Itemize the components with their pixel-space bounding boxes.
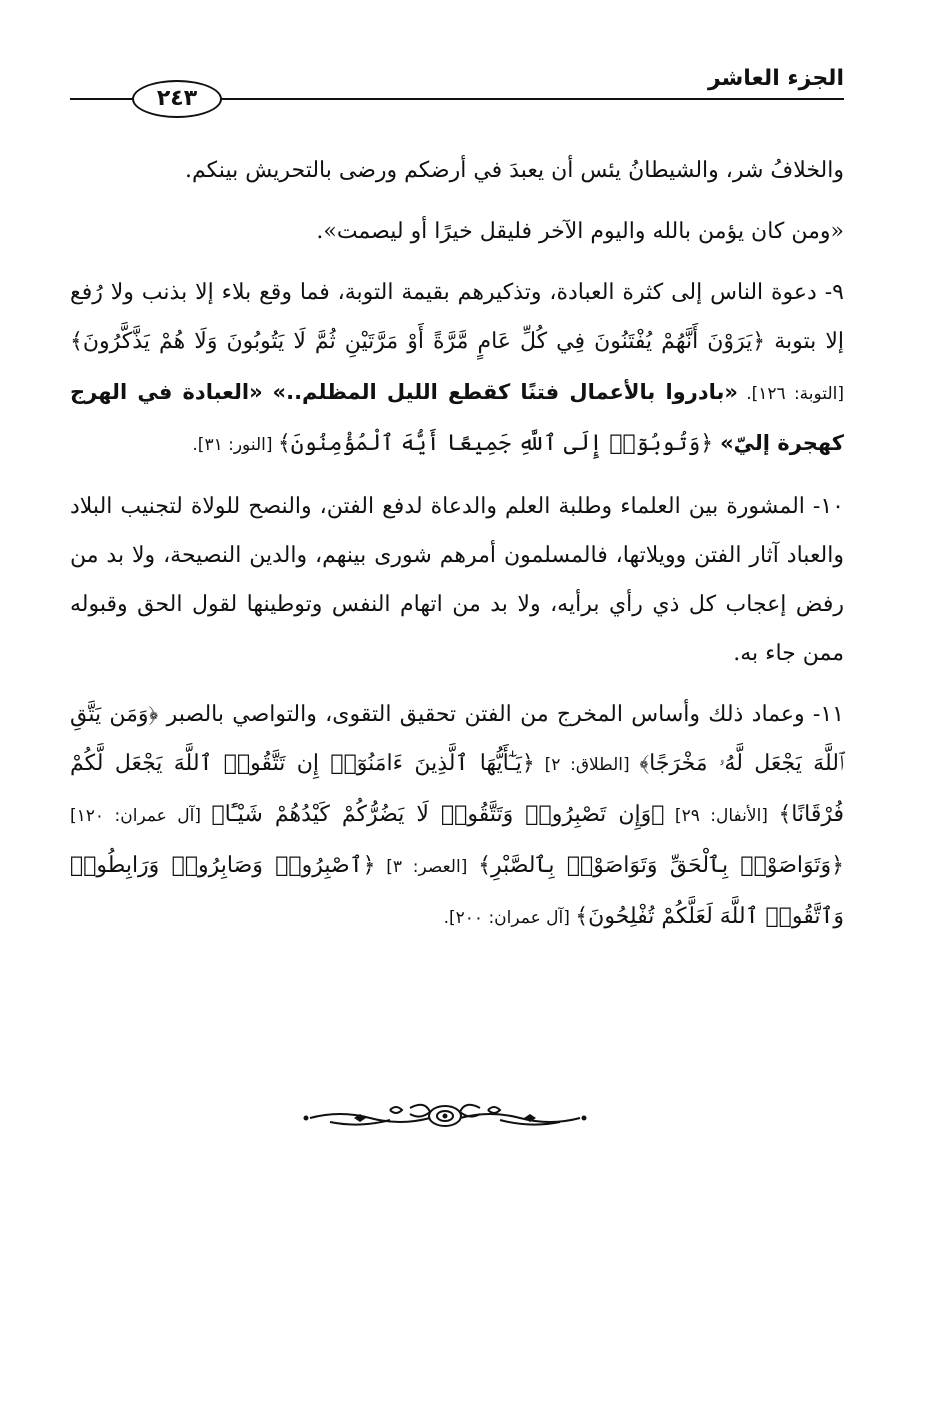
quran-verse: ﴿وَتَوَاصَوْا۟ بِٱلْحَقِّ وَتَوَاصَوْا۟ بِٱلصَّبْرِ﴾ (478, 853, 844, 878)
body-text-span: «ومن كان يؤمن بالله واليوم الآخر فليقل خيرًا أو ليصمت». (316, 219, 844, 244)
paragraph (70, 268, 844, 470)
hadith-quote: «العبادة في الهرج كهجرة إليّ» (70, 380, 844, 455)
body-text (70, 146, 844, 955)
verse-reference: [النور: ٣١]. (192, 435, 278, 455)
quran-verse: ﴿وَمَن يَتَّقِ ٱللَّهَ يَجْعَل لَّهُۥ مَخْرَجًا﴾ (70, 702, 844, 776)
body-text-span: ٩- دعوة الناس إلى كثرة العبادة، وتذكيرهم بقيمة التوبة، فما وقع بلاء إلا بذنب ولا رُفع إلا بتوبة (70, 280, 844, 354)
verse-reference: [آل عمران: ٢٠٠]. (443, 908, 576, 928)
verse-reference: [التوبة: ١٢٦]. (737, 384, 844, 404)
body-text-span: ١١- وعماد ذلك وأساس المخرج من الفتن تحقيق التقوى، والتواصي بالصبر (158, 702, 844, 727)
verse-reference: [الأنفال: ٢٩] (664, 806, 779, 826)
running-head: الجزء العاشر (707, 66, 844, 91)
body-text-span: ١٠- المشورة بين العلماء وطلبة العلم والدعاة لدفع الفتن، والنصح للولاة لتجنيب البلاد والعباد آثار الفتن وويلاتها، فالمسلمون أمرهم شورى بينهم، والدين النصيحة، ولا بد من رفض إعجاب كل ذي رأي برأيه، ولا بد من اتهام النفس وتوطينها لقول الحق وقبوله ممن جاء به. (70, 494, 844, 666)
paragraph (70, 482, 844, 678)
quran-verse: ﴿وَإِن تَصْبِرُوا۟ وَتَتَّقُوا۟ لَا يَضُرُّكُمْ كَيْدُهُمْ شَيْـًٔا﴾ (211, 802, 665, 827)
decorative-divider-icon (300, 1096, 590, 1136)
quran-verse: ﴿يَـٰٓأَيُّهَا ٱلَّذِينَ ءَامَنُوٓا۟ إِن تَتَّقُوا۟ ٱللَّهَ يَجْعَل لَّكُمْ فُرْقَانًا﴾ (70, 751, 844, 827)
verse-reference: [آل عمران: ١٢٠] (70, 806, 212, 826)
paragraph (70, 690, 844, 943)
quran-verse: ﴿وَتُوبُوٓا۟ إِلَى ٱللَّهِ جَمِيعًا أَيُّهَ ٱلْمُؤْمِنُونَ﴾ (277, 431, 714, 456)
page-header (70, 60, 844, 110)
body-text-span: والخلافُ شر، والشيطانُ يئس أن يعبدَ في أرضكم ورضى بالتحريش بينكم. (185, 158, 844, 183)
quran-verse: ﴿ٱصْبِرُوا۟ وَصَابِرُوا۟ وَرَابِطُوا۟ وَٱتَّقُوا۟ ٱللَّهَ لَعَلَّكُمْ تُفْلِحُونَ﴾ (70, 853, 844, 929)
paragraph (70, 146, 844, 195)
verse-reference: [العصر: ٣] (375, 857, 479, 877)
page-number: ٢٤٣ (132, 80, 222, 118)
quran-verse: ﴿يَرَوْنَ أَنَّهُمْ يُفْتَنُونَ فِي كُلِّ عَامٍ مَّرَّةً أَوْ مَرَّتَيْنِ ثُمَّ لَا يَتُوبُونَ وَلَا هُمْ يَذَّكَّرُونَ﴾ (70, 329, 766, 354)
body-text-span (263, 380, 273, 405)
hadith-quote: «بادروا بالأعمال فتنًا كقطع الليل المظلم..» (272, 380, 738, 404)
paragraph (70, 207, 844, 256)
verse-reference: [الطلاق: ٢] (534, 755, 640, 775)
